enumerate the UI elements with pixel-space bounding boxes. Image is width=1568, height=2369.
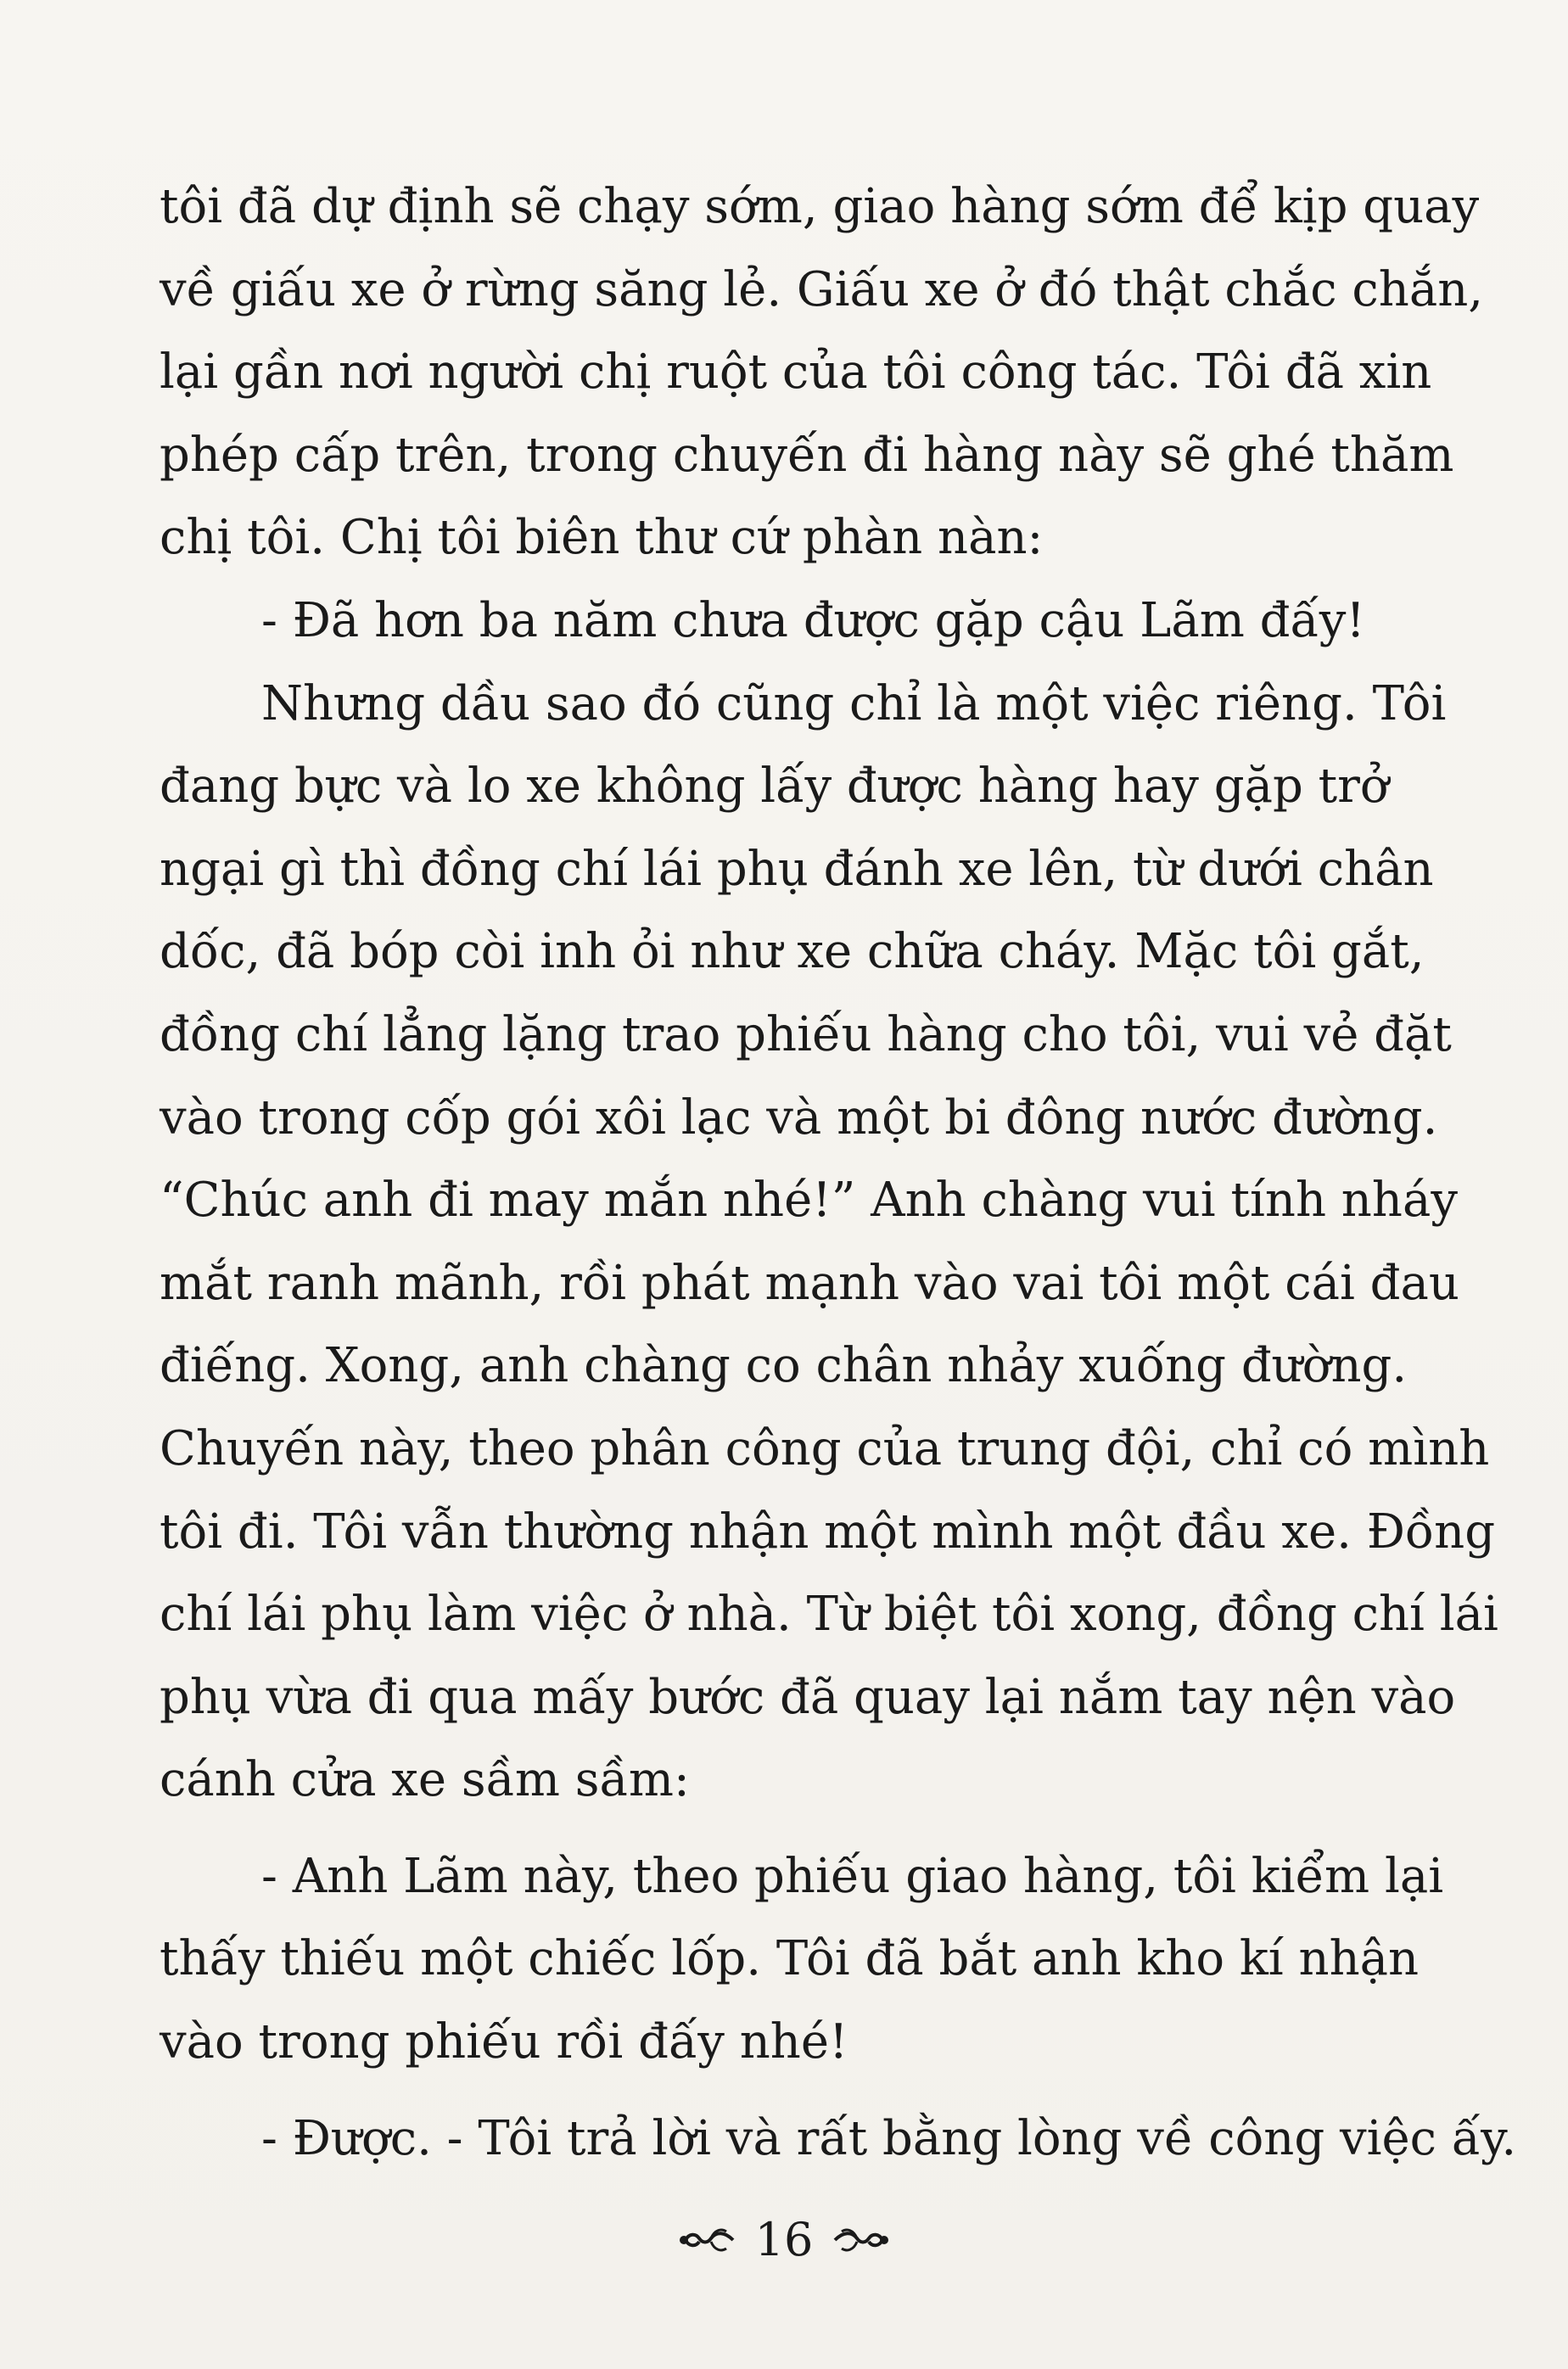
text-line: lại gần nơi người chị ruột của tôi công tác. Tôi đã xin bbox=[160, 344, 1432, 400]
dialogue-line: - Anh Lãm này, theo phiếu giao hàng, tôi kiểm lại bbox=[261, 1848, 1444, 1904]
text-line: cánh cửa xe sầm sầm: bbox=[160, 1752, 690, 1808]
text-line: điếng. Xong, anh chàng co chân nhảy xuống đường. bbox=[160, 1338, 1408, 1394]
text-line: chí lái phụ làm việc ở nhà. Từ biệt tôi xong, đồng chí lái bbox=[160, 1587, 1498, 1643]
floral-ornament-left-icon bbox=[677, 2223, 736, 2257]
text-line: vào trong phiếu rồi đấy nhé! bbox=[160, 2014, 848, 2070]
dialogue-line: - Đã hơn ba năm chưa được gặp cậu Lãm đấy! bbox=[261, 592, 1365, 648]
body-text bbox=[160, 165, 1517, 2180]
text-line: phụ vừa đi qua mấy bước đã quay lại nắm tay nện vào bbox=[160, 1669, 1456, 1725]
text-line: vào trong cốp gói xôi lạc và một bi đông nước đường. bbox=[160, 1089, 1438, 1145]
page-number: 16 bbox=[754, 2213, 814, 2266]
text-line: ngại gì thì đồng chí lái phụ đánh xe lên, từ dưới chân bbox=[160, 841, 1434, 897]
text-line: về giấu xe ở rừng săng lẻ. Giấu xe ở đó thật chắc chắn, bbox=[160, 261, 1484, 317]
text-line: đang bực và lo xe không lấy được hàng hay gặp trở bbox=[160, 759, 1389, 815]
text-line: Chuyến này, theo phân công của trung đội, chỉ có mình bbox=[160, 1420, 1490, 1476]
paragraph-gap bbox=[160, 1822, 1381, 1835]
paragraph-start-line: Nhưng dầu sao đó cũng chỉ là một việc riêng. Tôi bbox=[261, 675, 1447, 731]
text-line: phép cấp trên, trong chuyến đi hàng này sẽ ghé thăm bbox=[160, 427, 1454, 483]
text-line: đồng chí lẳng lặng trao phiếu hàng cho tôi, vui vẻ đặt bbox=[160, 1006, 1452, 1062]
text-line: “Chúc anh đi may mắn nhé!” Anh chàng vui tính nháy bbox=[160, 1173, 1458, 1229]
text-line: mắt ranh mãnh, rồi phát mạnh vào vai tôi một cái đau bbox=[160, 1255, 1459, 1311]
text-line: dốc, đã bóp còi inh ỏi như xe chữa cháy. Mặc tôi gắt, bbox=[160, 924, 1425, 980]
text-line: tôi đi. Tôi vẫn thường nhận một mình một đầu xe. Đồng bbox=[160, 1504, 1496, 1560]
floral-ornament-right-icon bbox=[832, 2223, 891, 2257]
page-footer bbox=[0, 2206, 1568, 2274]
paragraph-gap bbox=[160, 2084, 1381, 2097]
text-line: thấy thiếu một chiếc lốp. Tôi đã bắt anh kho kí nhận bbox=[160, 1931, 1420, 1987]
text-line: tôi đã dự định sẽ chạy sớm, giao hàng sớm để kịp quay bbox=[160, 179, 1480, 234]
dialogue-line: - Được. - Tôi trả lời và rất bằng lòng về công việc ấy. bbox=[261, 2110, 1517, 2166]
text-line: chị tôi. Chị tôi biên thư cứ phàn nàn: bbox=[160, 510, 1044, 566]
